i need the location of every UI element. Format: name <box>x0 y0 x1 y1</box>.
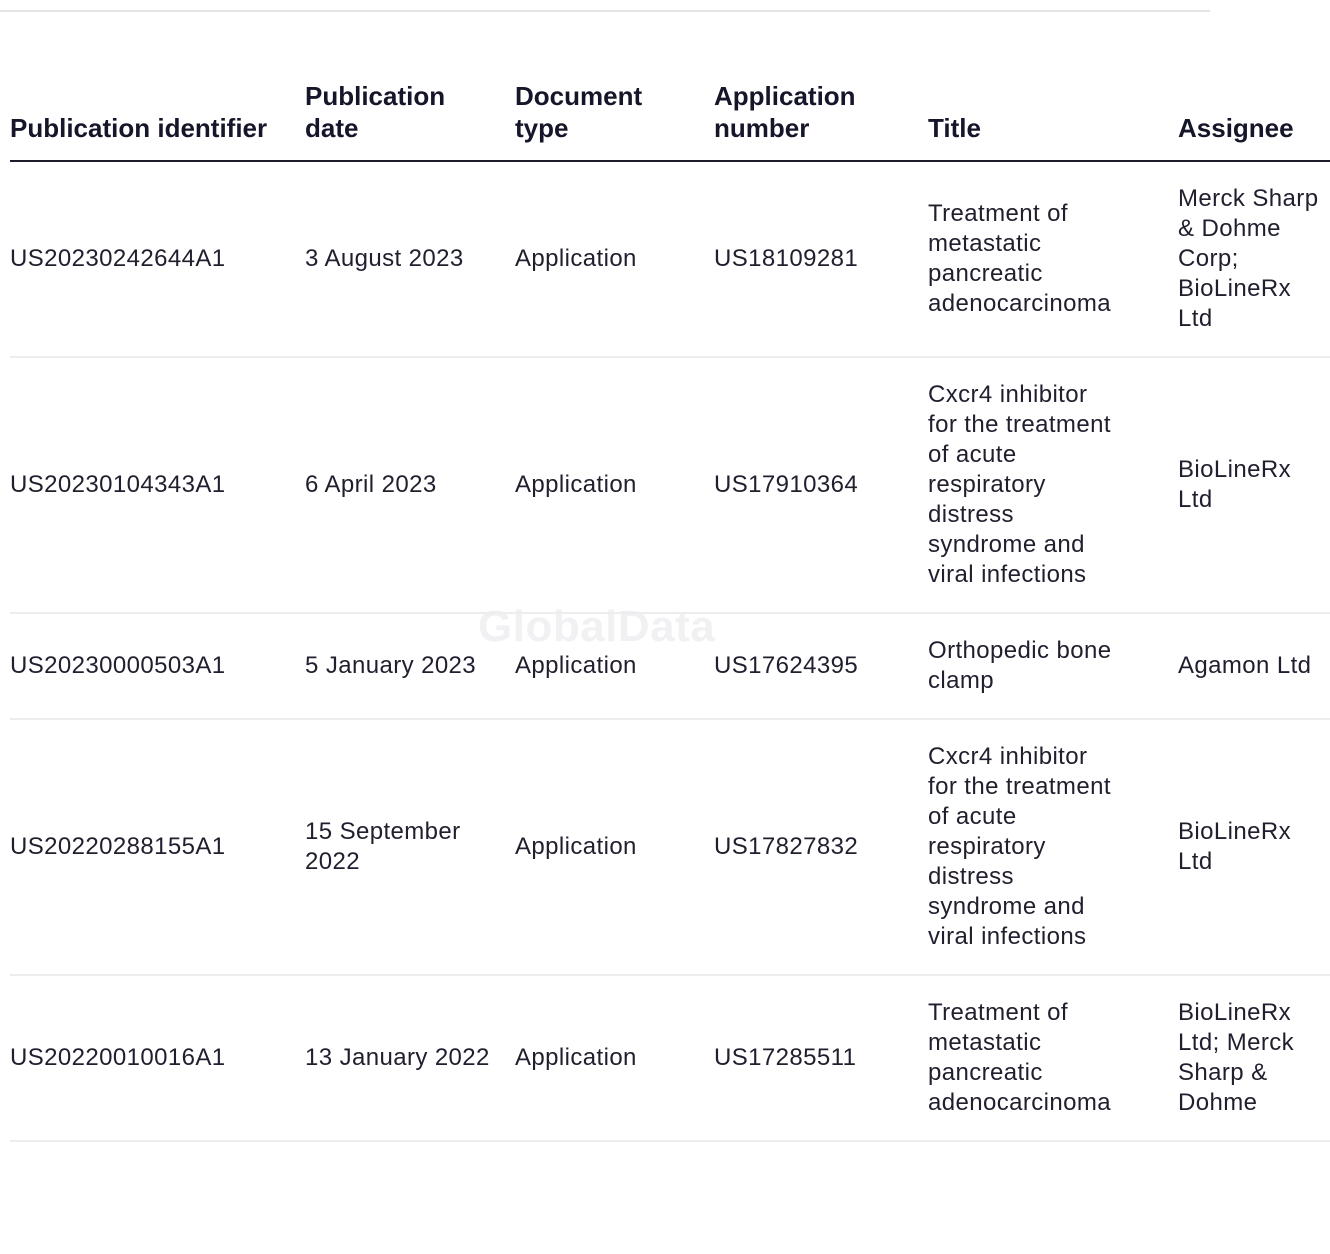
table-row <box>10 357 1330 613</box>
document-type-cell: Application <box>515 719 714 975</box>
application-number-cell: US18109281 <box>714 161 928 357</box>
publication-identifier-cell: US20220010016A1 <box>10 975 305 1141</box>
publication-identifier-cell: US20230000503A1 <box>10 613 305 719</box>
assignee-cell: BioLineRx Ltd <box>1178 357 1330 613</box>
publication-date-cell: 5 January 2023 <box>305 613 515 719</box>
title-cell: Orthopedic bone clamp <box>928 613 1178 719</box>
patents-table <box>10 60 1330 1142</box>
application-number-cell: US17827832 <box>714 719 928 975</box>
top-divider <box>0 10 1210 12</box>
column-header-assignee: Assignee <box>1178 60 1330 161</box>
assignee-cell: BioLineRx Ltd <box>1178 719 1330 975</box>
table-row <box>10 613 1330 719</box>
application-number-cell: US17285511 <box>714 975 928 1141</box>
document-type-cell: Application <box>515 613 714 719</box>
publication-date-cell: 13 January 2022 <box>305 975 515 1141</box>
title-cell: Treatment of metastatic pancreatic adenocarcinoma <box>928 975 1178 1141</box>
title-cell: Treatment of metastatic pancreatic adenocarcinoma <box>928 161 1178 357</box>
column-header-document-type: Document type <box>515 60 714 161</box>
table-header <box>10 60 1330 161</box>
watermark: GlobalData <box>478 602 716 651</box>
application-number-cell: US17910364 <box>714 357 928 613</box>
assignee-cell: BioLineRx Ltd; Merck Sharp & Dohme <box>1178 975 1330 1141</box>
column-header-application-number: Application number <box>714 60 928 161</box>
document-type-cell: Application <box>515 161 714 357</box>
table-row <box>10 161 1330 357</box>
document-type-cell: Application <box>515 975 714 1141</box>
column-header-publication-date: Publication date <box>305 60 515 161</box>
column-header-title: Title <box>928 60 1178 161</box>
publication-date-cell: 3 August 2023 <box>305 161 515 357</box>
column-header-publication-identifier: Publication identifier <box>10 60 305 161</box>
publication-identifier-cell: US20230242644A1 <box>10 161 305 357</box>
title-cell: Cxcr4 inhibitor for the treatment of acute respiratory distress syndrome and viral infections <box>928 357 1178 613</box>
publication-date-cell: 6 April 2023 <box>305 357 515 613</box>
table-body <box>10 161 1330 1141</box>
table-row <box>10 719 1330 975</box>
application-number-cell: US17624395 <box>714 613 928 719</box>
assignee-cell: Agamon Ltd <box>1178 613 1330 719</box>
publication-identifier-cell: US20230104343A1 <box>10 357 305 613</box>
assignee-cell: Merck Sharp & Dohme Corp; BioLineRx Ltd <box>1178 161 1330 357</box>
title-cell: Cxcr4 inhibitor for the treatment of acute respiratory distress syndrome and viral infections <box>928 719 1178 975</box>
header-row <box>10 60 1330 161</box>
publication-date-cell: 15 September 2022 <box>305 719 515 975</box>
table-row <box>10 975 1330 1141</box>
publication-identifier-cell: US20220288155A1 <box>10 719 305 975</box>
table-container[interactable] <box>10 60 1319 1244</box>
document-type-cell: Application <box>515 357 714 613</box>
